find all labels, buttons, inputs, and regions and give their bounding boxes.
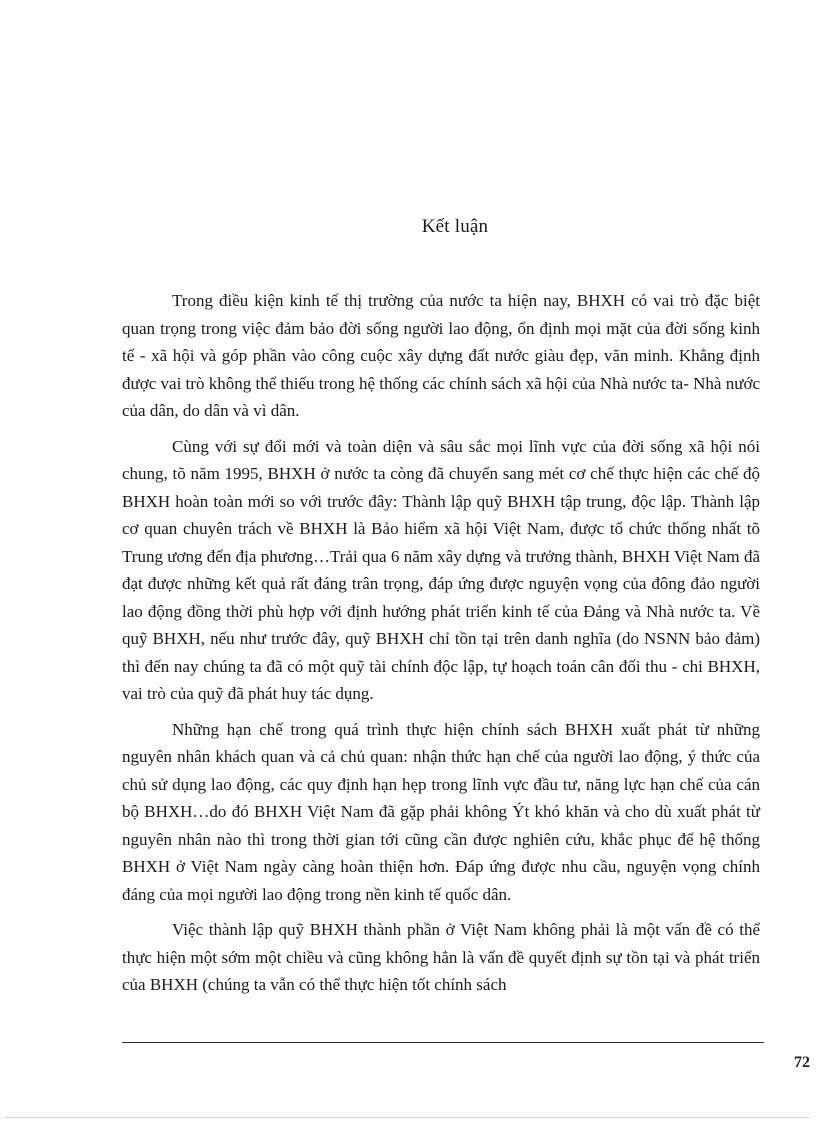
paragraph: Cùng với sự đổi mới và toàn diện và sâu sắc mọi lĩnh vực của đời sống xã hội nói chung, tõ năm 1995, BHXH ở nước ta còng đã chuyển sang mét cơ chế thực hiện các chế độ BHXH hoàn toàn mới so với trước đây: Thành lập quỹ BHXH tập trung, độc lập. Thành lập cơ quan chuyên trách về BHXH là Bảo hiểm xã hội Việt Nam, được tổ chức thống nhất tõ Trung ương đến địa phương…Trải qua 6 năm xây dựng và trưởng thành, BHXH Việt Nam đã đạt được những kết quả rất đáng trân trọng, đáp ứng được nguyện vọng của đông đảo người lao động đồng thời phù hợp với định hướng phát triển kinh tế của Đảng và Nhà nước ta. Về quỹ BHXH, nếu như trước đây, quỹ BHXH chỉ tồn tại trên danh nghĩa (do NSNN bảo đảm) thì đến nay chúng ta đã có một quỹ tài chính độc lập, tự hoạch toán cân đối thu - chi BHXH, vai trò của quỹ đã phát huy tác dụng. <box>122 436 760 703</box>
page-edge-divider <box>6 1117 810 1118</box>
page-number: 72 <box>794 1054 810 1071</box>
paragraph: Trong điều kiện kinh tế thị trường của nước ta hiện nay, BHXH có vai trò đặc biệt quan trọng trong việc đảm bảo đời sống người lao động, ổn định mọi mặt của đời sống kinh tế - xã hội và góp phần vào công cuộc xây dựng đất nước giàu đẹp, văn minh. Khẳng định được vai trò không thể thiếu trong hệ thống các chính sách xã hội của Nhà nước ta- Nhà nước của dân, do dân và vì dân. <box>122 291 760 420</box>
body-text <box>122 287 760 1007</box>
page-title: Kết luận <box>421 216 489 237</box>
footer-divider <box>122 1042 764 1043</box>
paragraph: Những hạn chế trong quá trình thực hiện chính sách BHXH xuất phát từ những nguyên nhân khách quan và cả chủ quan: nhận thức hạn chế của người lao động, ý thức của chủ sử dụng lao động, các quy định hạn hẹp trong lĩnh vực đầu tư, năng lực hạn chế của cán bộ BHXH…do đó BHXH Việt Nam đã gặp phải không Ýt khó khăn và cho dù xuất phát từ nguyên nhân nào thì trong thời gian tới cũng cần được nghiên cứu, khắc phục để hệ thống BHXH ở Việt Nam ngày càng hoàn thiện hơn. Đáp ứng được nhu cầu, nguyện vọng chính đáng của mọi người lao động trong nền kinh tế quốc dân. <box>122 719 760 904</box>
paragraph: Việc thành lập quỹ BHXH thành phần ở Việt Nam không phải là một vấn đề có thể thực hiện một sớm một chiều và cũng không hẳn là vấn đề quyết định sự tồn tại và phát triển của BHXH (chúng ta vẫn có thể thực hiện tốt chính sách <box>122 920 760 994</box>
